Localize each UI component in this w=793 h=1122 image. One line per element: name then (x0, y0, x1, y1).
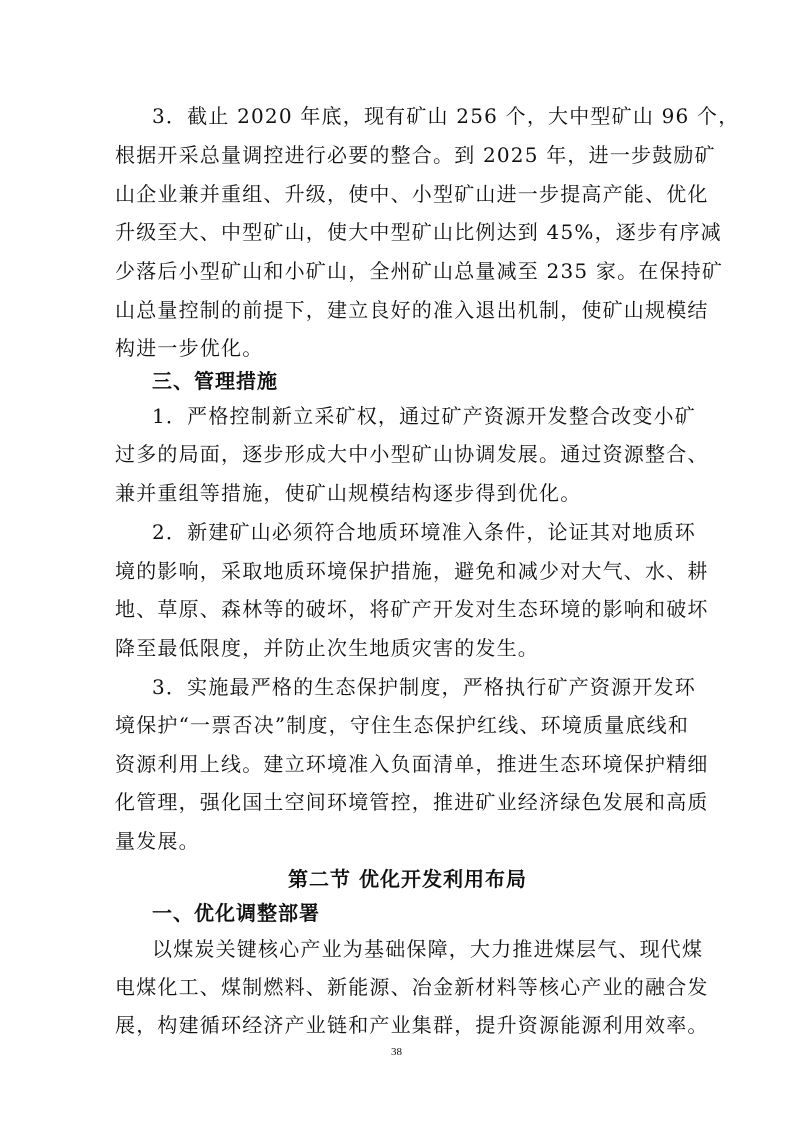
section-heading: 三、管理措施 (152, 369, 278, 393)
paragraph-line: 过多的局面，逐步形成大中小型矿山协调发展。通过资源整合、 (115, 442, 709, 466)
paragraph-line: 化管理，强化国土空间环境管控，推进矿业经济绿色发展和高质 (115, 790, 709, 814)
paragraph-line: 山企业兼并重组、升级，使中、小型矿山进一步提高产能、优化 (115, 182, 709, 206)
paragraph-line: 以煤炭关键核心产业为基础保障，大力推进煤层气、现代煤 (152, 937, 704, 961)
paragraph-line: 境的影响，采取地质环境保护措施，避免和减少对大气、水、耕 (115, 559, 709, 583)
paragraph-line: 电煤化工、煤制燃料、新能源、冶金新材料等核心产业的融合发 (115, 975, 709, 999)
paragraph-line: 境保护“一票否决”制度，守住生态保护红线、环境质量底线和 (115, 713, 690, 737)
paragraph-line: 根据开采总量调控进行必要的整合。到 2025 年，进一步鼓励矿 (115, 143, 716, 167)
section-heading: 一、优化调整部署 (152, 901, 320, 925)
paragraph-line: 3．截止 2020 年底，现有矿山 256 个，大中型矿山 96 个， (152, 104, 740, 128)
paragraph-line: 降至最低限度，并防止次生地质灾害的发生。 (115, 636, 539, 660)
paragraph-line: 2．新建矿山必须符合地质环境准入条件，论证其对地质环 (152, 520, 696, 544)
chapter-section-title: 第二节 优化开发利用布局 (288, 867, 527, 891)
paragraph-line: 3．实施最严格的生态保护制度，严格执行矿产资源开发环 (152, 675, 696, 699)
paragraph-line: 兼并重组等措施，使矿山规模结构逐步得到优化。 (115, 481, 582, 505)
paragraph-line: 展，构建循环经济产业链和产业集群，提升资源能源利用效率。 (115, 1013, 709, 1037)
page-number: 38 (391, 1046, 402, 1058)
paragraph-line: 山总量控制的前提下，建立良好的准入退出机制，使矿山规模结 (115, 298, 709, 322)
paragraph-line: 量发展。 (115, 829, 200, 853)
paragraph-line: 地、草原、森林等的破坏，将矿产开发对生态环境的影响和破坏 (115, 597, 709, 621)
paragraph-line: 升级至大、中型矿山，使大中型矿山比例达到 45%，逐步有序减 (115, 220, 722, 244)
paragraph-line: 少落后小型矿山和小矿山，全州矿山总量减至 235 家。在保持矿 (115, 259, 724, 283)
paragraph-line: 资源利用上线。建立环境准入负面清单，推进生态环境保护精细 (115, 752, 709, 776)
paragraph-line: 构进一步优化。 (115, 336, 264, 360)
paragraph-line: 1．严格控制新立采矿权，通过矿产资源开发整合改变小矿 (152, 404, 696, 428)
